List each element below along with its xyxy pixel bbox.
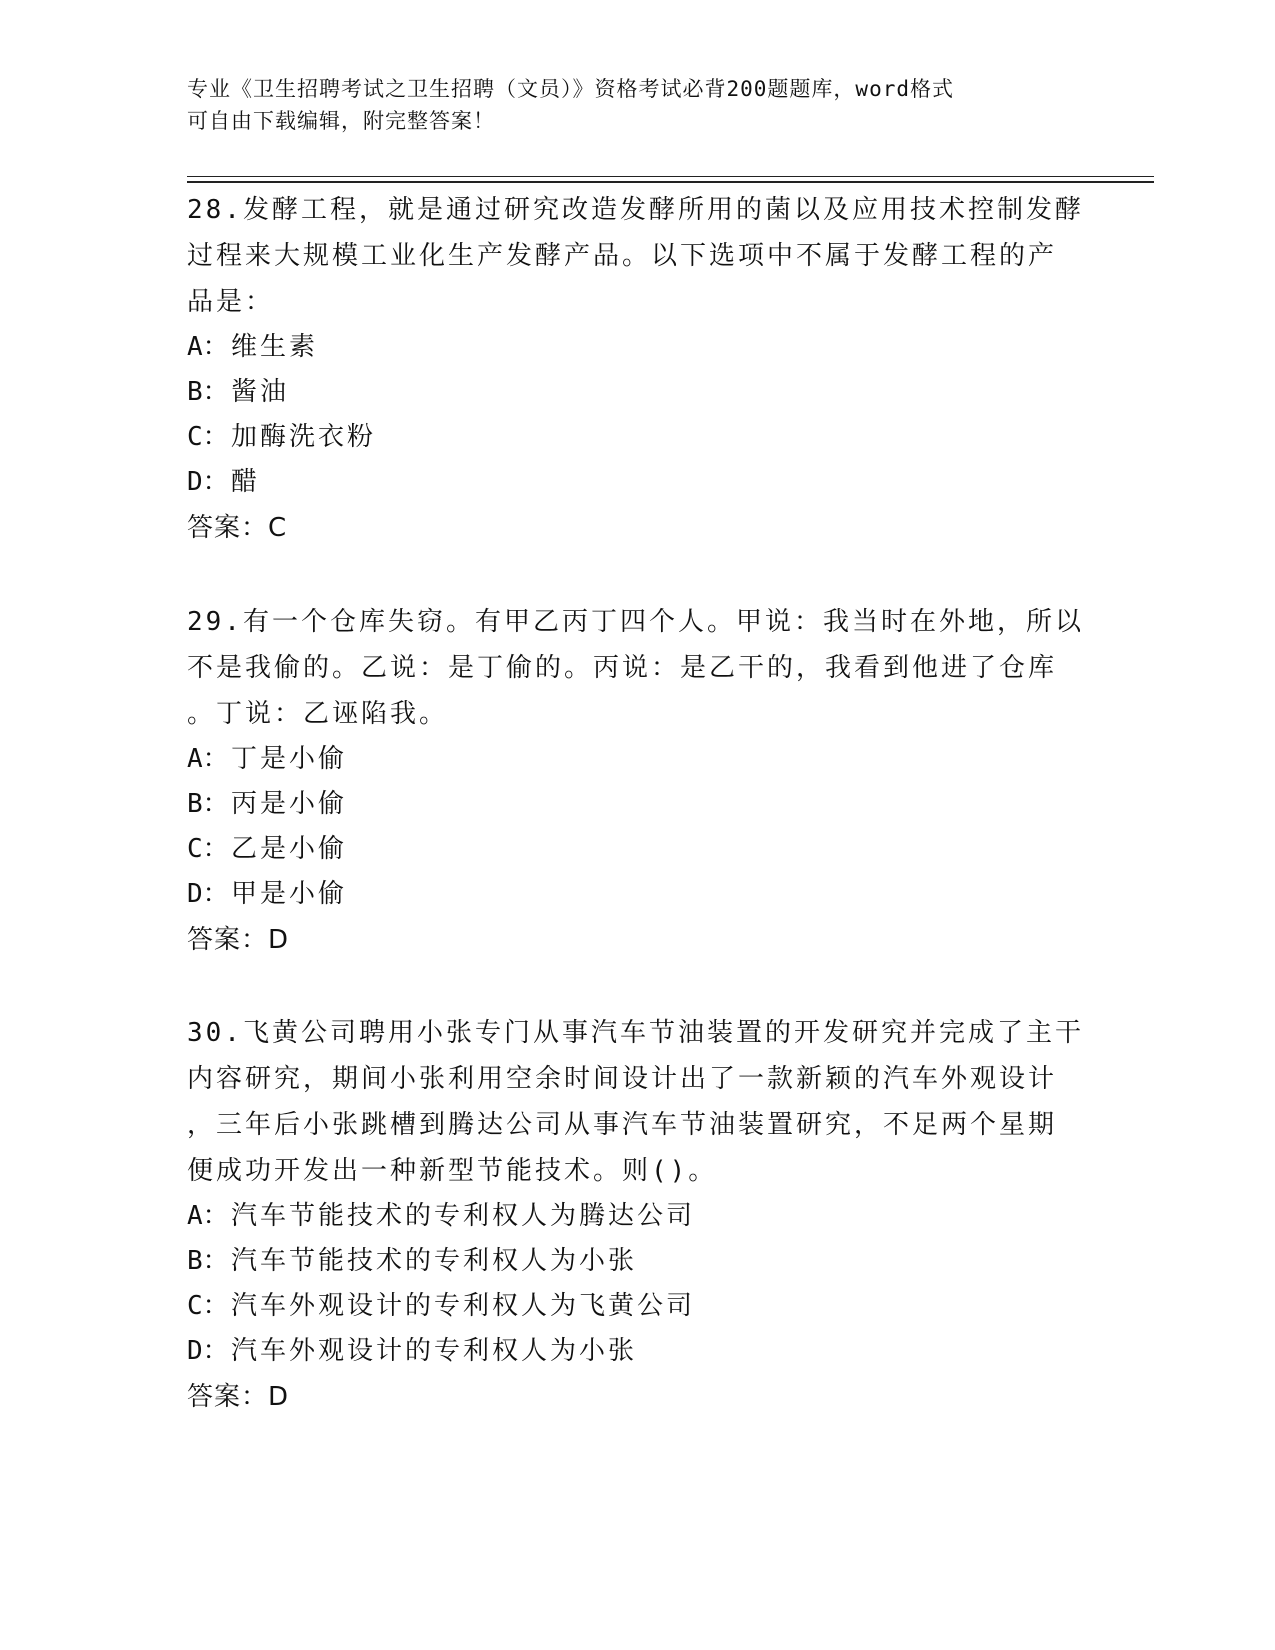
option-letter: D： bbox=[187, 467, 229, 497]
option-text: 加酶洗衣粉 bbox=[231, 422, 377, 452]
option-letter: A： bbox=[187, 332, 229, 362]
option-a bbox=[187, 1194, 1087, 1239]
answer-label: 答案：C bbox=[187, 513, 288, 543]
option-text: 丙是小偷 bbox=[231, 789, 348, 819]
option-b bbox=[187, 370, 1087, 415]
option-c bbox=[187, 1284, 1087, 1329]
option-letter: D： bbox=[187, 879, 229, 909]
option-text: 汽车外观设计的专利权人为飞黄公司 bbox=[231, 1291, 696, 1321]
option-text: 汽车外观设计的专利权人为小张 bbox=[231, 1336, 638, 1366]
option-text: 甲是小偷 bbox=[231, 879, 348, 909]
document-header bbox=[187, 73, 1067, 137]
option-b bbox=[187, 782, 1087, 827]
header-divider-thick bbox=[187, 181, 1154, 183]
option-text: 丁是小偷 bbox=[231, 744, 348, 774]
question-30 bbox=[187, 1010, 1087, 1420]
option-d bbox=[187, 460, 1087, 505]
option-letter: D： bbox=[187, 1336, 229, 1366]
option-letter: B： bbox=[187, 377, 229, 407]
option-letter: B： bbox=[187, 1246, 229, 1276]
option-text: 醋 bbox=[231, 467, 261, 497]
option-text: 维生素 bbox=[231, 332, 319, 362]
question-text-line: 品是： bbox=[187, 287, 275, 317]
option-d bbox=[187, 1329, 1087, 1374]
option-text: 汽车节能技术的专利权人为小张 bbox=[231, 1246, 638, 1276]
question-text-line: 内容研究，期间小张利用空余时间设计出了一款新颖的汽车外观设计 bbox=[187, 1064, 1058, 1094]
answer-label: 答案：D bbox=[187, 1382, 290, 1412]
option-letter: A： bbox=[187, 1201, 229, 1231]
question-text-line: 便成功开发出一种新型节能技术。则()。 bbox=[187, 1156, 718, 1186]
option-a bbox=[187, 325, 1087, 370]
option-d bbox=[187, 872, 1087, 917]
option-letter: C： bbox=[187, 1291, 229, 1321]
question-text-line: ，三年后小张跳槽到腾达公司从事汽车节油装置研究，不足两个星期 bbox=[187, 1110, 1058, 1140]
option-text: 乙是小偷 bbox=[231, 834, 348, 864]
option-letter: A： bbox=[187, 744, 229, 774]
option-text: 酱油 bbox=[231, 377, 290, 407]
question-text-line: 30.飞黄公司聘用小张专门从事汽车节油装置的开发研究并完成了主干 bbox=[187, 1018, 1084, 1048]
answer-label: 答案：D bbox=[187, 925, 290, 955]
question-text-line: 不是我偷的。乙说：是丁偷的。丙说：是乙干的，我看到他进了仓库 bbox=[187, 653, 1058, 683]
option-letter: C： bbox=[187, 422, 229, 452]
option-a bbox=[187, 737, 1087, 782]
header-divider-thin bbox=[187, 176, 1154, 177]
option-c bbox=[187, 827, 1087, 872]
question-text-line: 28.发酵工程，就是通过研究改造发酵所用的菌以及应用技术控制发酵 bbox=[187, 195, 1084, 225]
option-letter: B： bbox=[187, 789, 229, 819]
option-c bbox=[187, 415, 1087, 460]
question-text-line: 29.有一个仓库失窃。有甲乙丙丁四个人。甲说：我当时在外地，所以 bbox=[187, 607, 1084, 637]
header-line-2: 可自由下载编辑，附完整答案！ bbox=[187, 109, 495, 133]
header-line-1: 专业《卫生招聘考试之卫生招聘（文员）》资格考试必背200题题库，word格式 bbox=[187, 77, 954, 101]
question-text-line: 。丁说：乙诬陷我。 bbox=[187, 699, 449, 729]
question-text-line: 过程来大规模工业化生产发酵产品。以下选项中不属于发酵工程的产 bbox=[187, 241, 1058, 271]
question-28 bbox=[187, 187, 1087, 551]
question-29 bbox=[187, 599, 1087, 963]
option-b bbox=[187, 1239, 1087, 1284]
option-letter: C： bbox=[187, 834, 229, 864]
option-text: 汽车节能技术的专利权人为腾达公司 bbox=[231, 1201, 696, 1231]
